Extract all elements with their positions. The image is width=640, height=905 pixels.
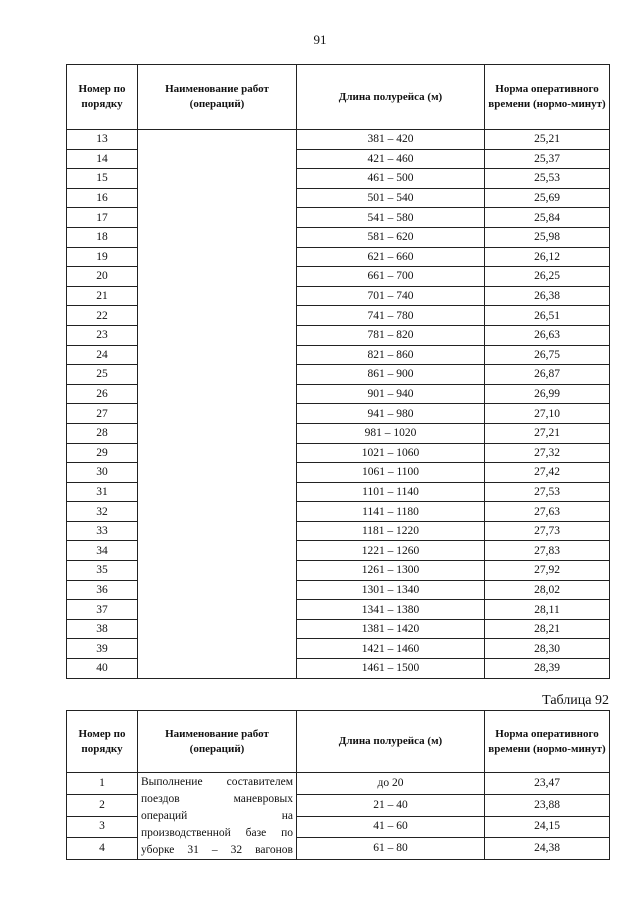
length-cell: 1301 – 1340 xyxy=(297,580,485,600)
header-norm: Норма оперативного времени (нормо-минут) xyxy=(485,65,610,130)
operation-name-cell xyxy=(138,130,297,679)
header-norm: Норма оперативного времени (нормо-минут) xyxy=(485,711,610,773)
row-number: 18 xyxy=(67,227,138,247)
row-number: 40 xyxy=(67,659,138,679)
header-num: Номер по порядку xyxy=(67,65,138,130)
row-number: 24 xyxy=(67,345,138,365)
norm-cell: 26,12 xyxy=(485,247,610,267)
row-number: 16 xyxy=(67,188,138,208)
row-number: 25 xyxy=(67,365,138,385)
length-cell: 1421 – 1460 xyxy=(297,639,485,659)
length-cell: 381 – 420 xyxy=(297,130,485,150)
header-name: Наименование работ (операций) xyxy=(138,711,297,773)
row-number: 29 xyxy=(67,443,138,463)
norm-cell: 27,83 xyxy=(485,541,610,561)
norm-cell: 27,73 xyxy=(485,521,610,541)
norm-cell: 26,87 xyxy=(485,365,610,385)
length-cell: 541 – 580 xyxy=(297,208,485,228)
norm-cell: 26,75 xyxy=(485,345,610,365)
norm-cell: 27,10 xyxy=(485,404,610,424)
length-cell: 1381 – 1420 xyxy=(297,619,485,639)
norm-cell: 26,99 xyxy=(485,384,610,404)
length-cell: 1101 – 1140 xyxy=(297,482,485,502)
header-length: Длина полурейса (м) xyxy=(297,711,485,773)
row-number: 34 xyxy=(67,541,138,561)
length-cell: 741 – 780 xyxy=(297,306,485,326)
norm-cell: 27,32 xyxy=(485,443,610,463)
table-header-row xyxy=(67,65,610,130)
page-number: 91 xyxy=(313,32,327,47)
length-cell: 21 – 40 xyxy=(297,794,485,816)
length-cell: 1261 – 1300 xyxy=(297,561,485,581)
row-number: 33 xyxy=(67,521,138,541)
row-number: 31 xyxy=(67,482,138,502)
header-length: Длина полурейса (м) xyxy=(297,65,485,130)
norms-table-continued xyxy=(66,64,610,679)
table-row xyxy=(67,773,610,795)
row-number: 21 xyxy=(67,286,138,306)
row-number: 35 xyxy=(67,561,138,581)
length-cell: 981 – 1020 xyxy=(297,423,485,443)
norm-cell: 23,47 xyxy=(485,773,610,795)
operation-name-line: производственной базе по xyxy=(141,827,293,839)
norm-cell: 28,39 xyxy=(485,659,610,679)
norm-cell: 26,25 xyxy=(485,267,610,287)
norm-cell: 25,69 xyxy=(485,188,610,208)
table-caption: Таблица 92 xyxy=(542,693,609,708)
operation-name-line: поездов маневровых xyxy=(141,793,293,805)
row-number: 38 xyxy=(67,619,138,639)
row-number: 1 xyxy=(67,773,138,795)
norm-cell: 27,21 xyxy=(485,423,610,443)
row-number: 22 xyxy=(67,306,138,326)
norm-cell: 27,42 xyxy=(485,463,610,483)
norm-cell: 26,38 xyxy=(485,286,610,306)
length-cell: 1141 – 1180 xyxy=(297,502,485,522)
length-cell: 501 – 540 xyxy=(297,188,485,208)
norm-cell: 25,53 xyxy=(485,169,610,189)
length-cell: 1061 – 1100 xyxy=(297,463,485,483)
row-number: 36 xyxy=(67,580,138,600)
operation-name-line: Выполнение составителем xyxy=(141,776,293,788)
row-number: 27 xyxy=(67,404,138,424)
row-number: 26 xyxy=(67,384,138,404)
norm-cell: 27,92 xyxy=(485,561,610,581)
norm-cell: 28,02 xyxy=(485,580,610,600)
length-cell: до 20 xyxy=(297,773,485,795)
length-cell: 821 – 860 xyxy=(297,345,485,365)
length-cell: 421 – 460 xyxy=(297,149,485,169)
row-number: 15 xyxy=(67,169,138,189)
norm-cell: 24,15 xyxy=(485,816,610,838)
norm-cell: 26,51 xyxy=(485,306,610,326)
length-cell: 1021 – 1060 xyxy=(297,443,485,463)
length-cell: 461 – 500 xyxy=(297,169,485,189)
length-cell: 941 – 980 xyxy=(297,404,485,424)
row-number: 23 xyxy=(67,325,138,345)
norm-cell: 28,30 xyxy=(485,639,610,659)
length-cell: 781 – 820 xyxy=(297,325,485,345)
row-number: 17 xyxy=(67,208,138,228)
length-cell: 1461 – 1500 xyxy=(297,659,485,679)
header-num: Номер по порядку xyxy=(67,711,138,773)
row-number: 3 xyxy=(67,816,138,838)
operation-name-line: уборке 31 – 32 вагонов xyxy=(141,844,293,856)
length-cell: 1221 – 1260 xyxy=(297,541,485,561)
length-cell: 621 – 660 xyxy=(297,247,485,267)
norms-table-92 xyxy=(66,710,610,860)
row-number: 37 xyxy=(67,600,138,620)
norm-cell: 25,37 xyxy=(485,149,610,169)
row-number: 2 xyxy=(67,794,138,816)
length-cell: 861 – 900 xyxy=(297,365,485,385)
row-number: 30 xyxy=(67,463,138,483)
operation-name-cell xyxy=(138,773,297,860)
length-cell: 901 – 940 xyxy=(297,384,485,404)
length-cell: 1181 – 1220 xyxy=(297,521,485,541)
length-cell: 41 – 60 xyxy=(297,816,485,838)
header-name: Наименование работ (операций) xyxy=(138,65,297,130)
table-row xyxy=(67,130,610,150)
length-cell: 581 – 620 xyxy=(297,227,485,247)
norm-cell: 27,53 xyxy=(485,482,610,502)
norm-cell: 28,11 xyxy=(485,600,610,620)
length-cell: 1341 – 1380 xyxy=(297,600,485,620)
norm-cell: 23,88 xyxy=(485,794,610,816)
norm-cell: 25,98 xyxy=(485,227,610,247)
length-cell: 701 – 740 xyxy=(297,286,485,306)
norm-cell: 25,21 xyxy=(485,130,610,150)
norm-cell: 24,38 xyxy=(485,838,610,860)
row-number: 28 xyxy=(67,423,138,443)
norm-cell: 27,63 xyxy=(485,502,610,522)
row-number: 20 xyxy=(67,267,138,287)
norm-cell: 25,84 xyxy=(485,208,610,228)
row-number: 19 xyxy=(67,247,138,267)
row-number: 14 xyxy=(67,149,138,169)
operation-name-line: операций на xyxy=(141,810,293,822)
row-number: 32 xyxy=(67,502,138,522)
norm-cell: 26,63 xyxy=(485,325,610,345)
length-cell: 61 – 80 xyxy=(297,838,485,860)
row-number: 39 xyxy=(67,639,138,659)
table-header-row xyxy=(67,711,610,773)
norm-cell: 28,21 xyxy=(485,619,610,639)
row-number: 4 xyxy=(67,838,138,860)
length-cell: 661 – 700 xyxy=(297,267,485,287)
row-number: 13 xyxy=(67,130,138,150)
